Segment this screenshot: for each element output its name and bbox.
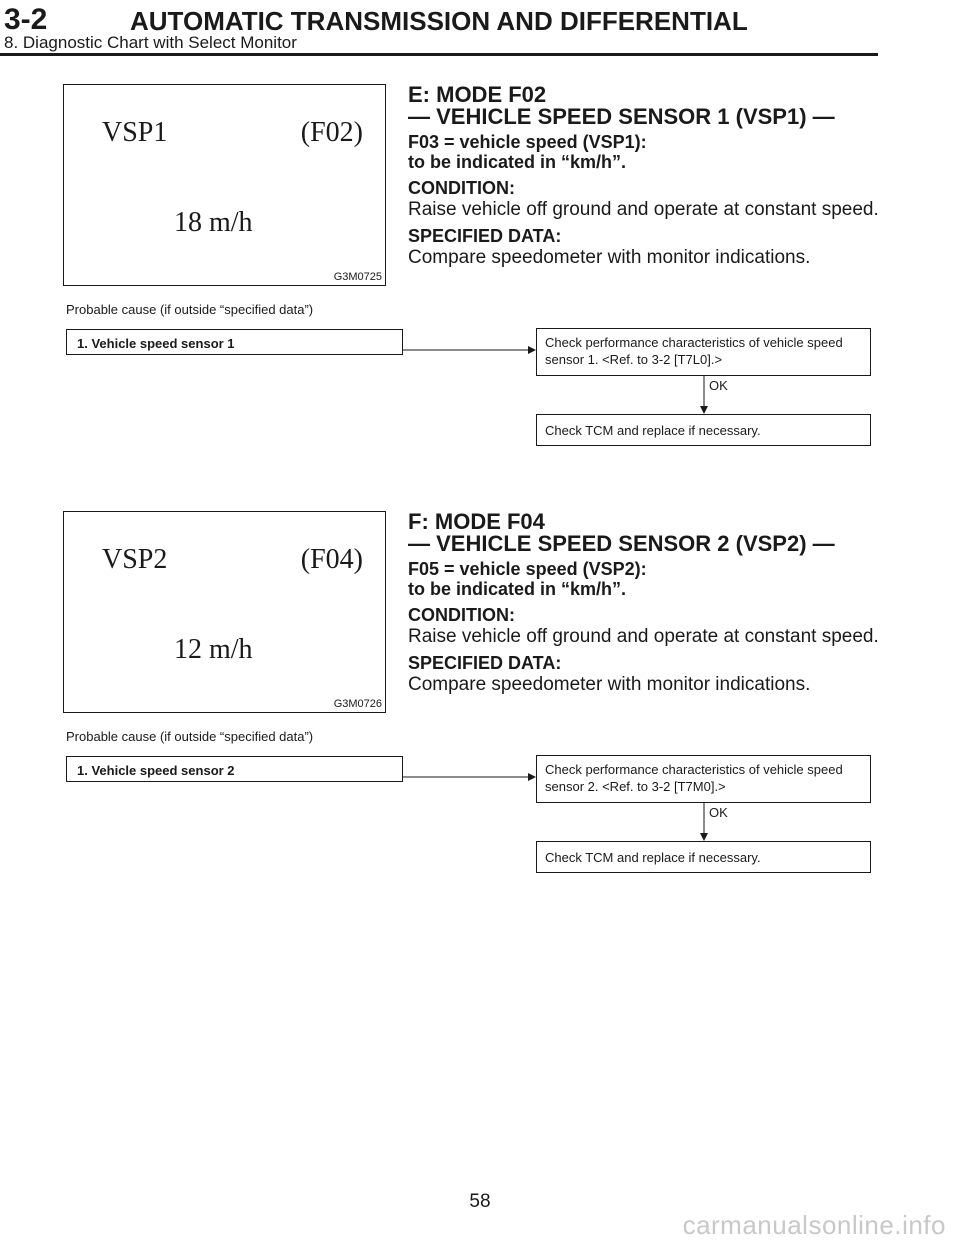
- mode-description-cont: to be indicated in “km/h”.: [408, 152, 627, 172]
- tcm-box: Check TCM and replace if necessary.: [536, 841, 871, 873]
- condition-text: Raise vehicle off ground and operate at constant speed.: [408, 626, 879, 647]
- figure-id: G3M0726: [333, 698, 382, 710]
- mode-title: E: MODE F02: [408, 82, 547, 107]
- monitor-label: VSP1: [102, 117, 168, 148]
- arrow-head: [700, 833, 708, 841]
- specified-label: SPECIFIED DATA:: [408, 653, 562, 673]
- monitor-code: (F02): [300, 117, 363, 148]
- arrow-head: [528, 773, 536, 781]
- probable-cause-note: Probable cause (if outside “specified data”): [66, 729, 314, 744]
- condition-label: CONDITION:: [408, 605, 515, 625]
- specified-text: Compare speedometer with monitor indications.: [408, 674, 811, 695]
- mode-subtitle: — VEHICLE SPEED SENSOR 1 (VSP1) —: [408, 104, 835, 129]
- monitor-value: 12 m/h: [174, 634, 253, 665]
- check-step-line: sensor 1. <Ref. to 3-2 [T7L0].>: [545, 352, 723, 367]
- watermark: carmanualsonline.info: [682, 1210, 946, 1240]
- arrow-head: [528, 346, 536, 354]
- mode-title: F: MODE F04: [408, 509, 545, 534]
- condition-label: CONDITION:: [408, 178, 515, 198]
- tcm-box: Check TCM and replace if necessary.: [536, 414, 871, 446]
- monitor-code: (F04): [300, 544, 363, 575]
- section-number: 3-2: [4, 3, 48, 36]
- section-subtitle: 8. Diagnostic Chart with Select Monitor: [4, 33, 297, 52]
- mode-description-cont: to be indicated in “km/h”.: [408, 579, 627, 599]
- check-step-line: sensor 2. <Ref. to 3-2 [T7M0].>: [545, 779, 726, 794]
- ok-label: OK: [709, 378, 728, 393]
- mode-description: F03 = vehicle speed (VSP1):: [408, 132, 647, 152]
- cause-box: 1. Vehicle speed sensor 1: [66, 329, 403, 355]
- condition-text: Raise vehicle off ground and operate at constant speed.: [408, 199, 879, 220]
- section-title: AUTOMATIC TRANSMISSION AND DIFFERENTIAL: [130, 6, 748, 36]
- cause-box: 1. Vehicle speed sensor 2: [66, 756, 403, 782]
- monitor-value: 18 m/h: [174, 207, 253, 238]
- figure-id: G3M0725: [333, 271, 382, 283]
- arrow-head: [700, 406, 708, 414]
- ok-label: OK: [709, 805, 728, 820]
- monitor-label: VSP2: [102, 544, 168, 575]
- mode-subtitle: — VEHICLE SPEED SENSOR 2 (VSP2) —: [408, 531, 835, 556]
- page-number: 58: [469, 1191, 491, 1212]
- specified-label: SPECIFIED DATA:: [408, 226, 562, 246]
- probable-cause-note: Probable cause (if outside “specified data”): [66, 302, 314, 317]
- check-step-line: Check performance characteristics of vehicle speed: [545, 762, 843, 777]
- check-step-line: Check performance characteristics of vehicle speed: [545, 335, 843, 350]
- specified-text: Compare speedometer with monitor indications.: [408, 247, 811, 268]
- mode-description: F05 = vehicle speed (VSP2):: [408, 559, 647, 579]
